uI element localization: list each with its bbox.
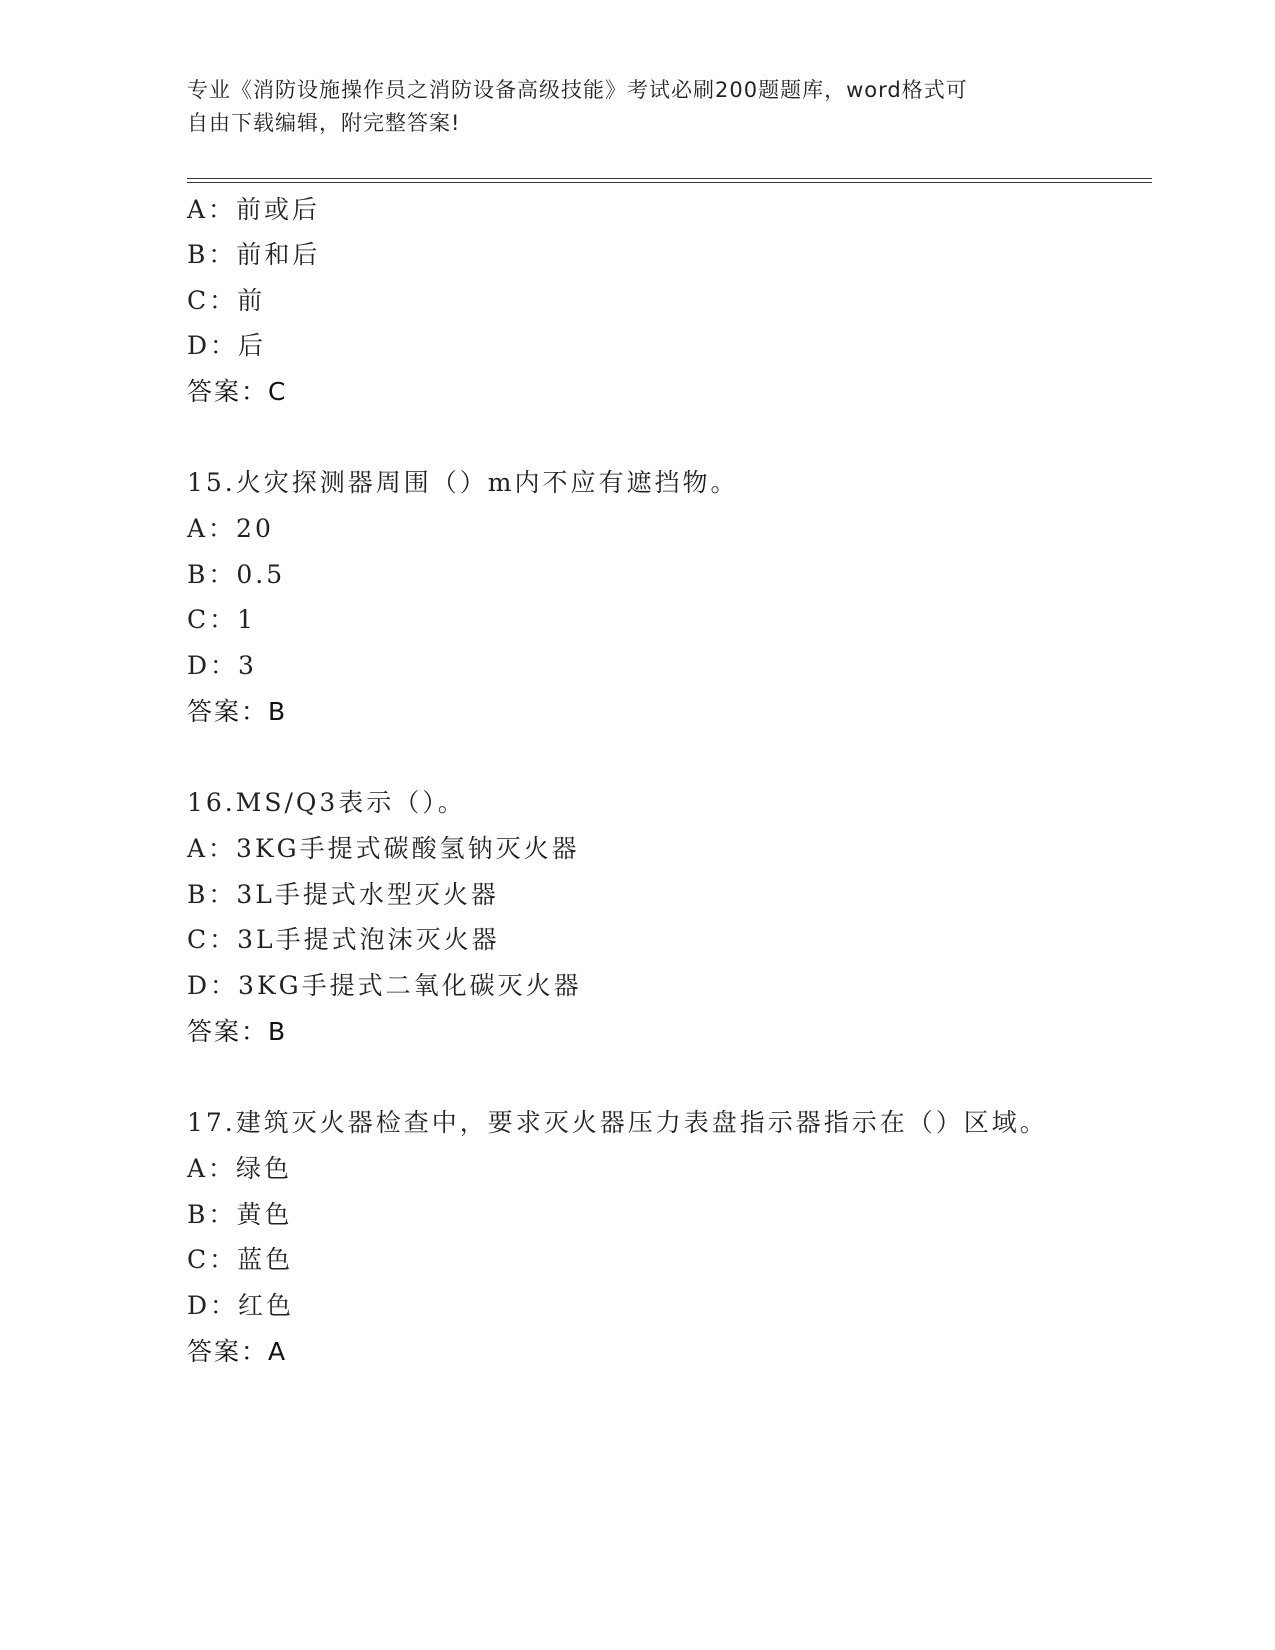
q17-option-d: D：红色 xyxy=(187,1291,295,1320)
q16-stem: 16.MS/Q3表示（）。 xyxy=(187,788,466,817)
q15-option-b: B：0.5 xyxy=(187,560,286,589)
q14-option-a: A：前或后 xyxy=(187,195,321,224)
q16-option-d: D：3KG手提式二氧化碳灭火器 xyxy=(187,971,582,1000)
q16-option-a: A：3KG手提式碳酸氢钠灭火器 xyxy=(187,834,580,863)
q14-answer: 答案：C xyxy=(187,377,288,406)
q16-option-c: C：3L手提式泡沫灭火器 xyxy=(187,925,500,954)
q15-option-c: C：1 xyxy=(187,605,257,634)
q16-answer: 答案：B xyxy=(187,1017,288,1046)
q15-option-a: A：20 xyxy=(187,514,274,543)
q15-answer: 答案：B xyxy=(187,697,288,726)
header-line-1: 专业《消防设施操作员之消防设备高级技能》考试必刷200题题库，word格式可 xyxy=(187,78,968,102)
document-header xyxy=(187,74,1067,140)
header-divider-top xyxy=(187,178,1152,179)
q17-option-c: C：蓝色 xyxy=(187,1245,294,1274)
q16-option-b: B：3L手提式水型灭火器 xyxy=(187,880,499,909)
q15-stem: 15.火灾探测器周围（）m内不应有遮挡物。 xyxy=(187,468,739,497)
q17-stem: 17.建筑灭火器检查中，要求灭火器压力表盘指示器指示在（）区域。 xyxy=(187,1108,1048,1137)
q15-option-d: D：3 xyxy=(187,651,257,680)
q17-option-b: B：黄色 xyxy=(187,1200,293,1229)
q17-option-a: A：绿色 xyxy=(187,1154,293,1183)
q17-answer: 答案：A xyxy=(187,1337,288,1366)
q14-option-b: B：前和后 xyxy=(187,240,321,269)
header-divider-bottom xyxy=(187,182,1152,183)
header-line-2: 自由下载编辑，附完整答案! xyxy=(187,111,461,135)
q14-option-d: D：后 xyxy=(187,331,267,360)
q14-option-c: C：前 xyxy=(187,286,266,315)
